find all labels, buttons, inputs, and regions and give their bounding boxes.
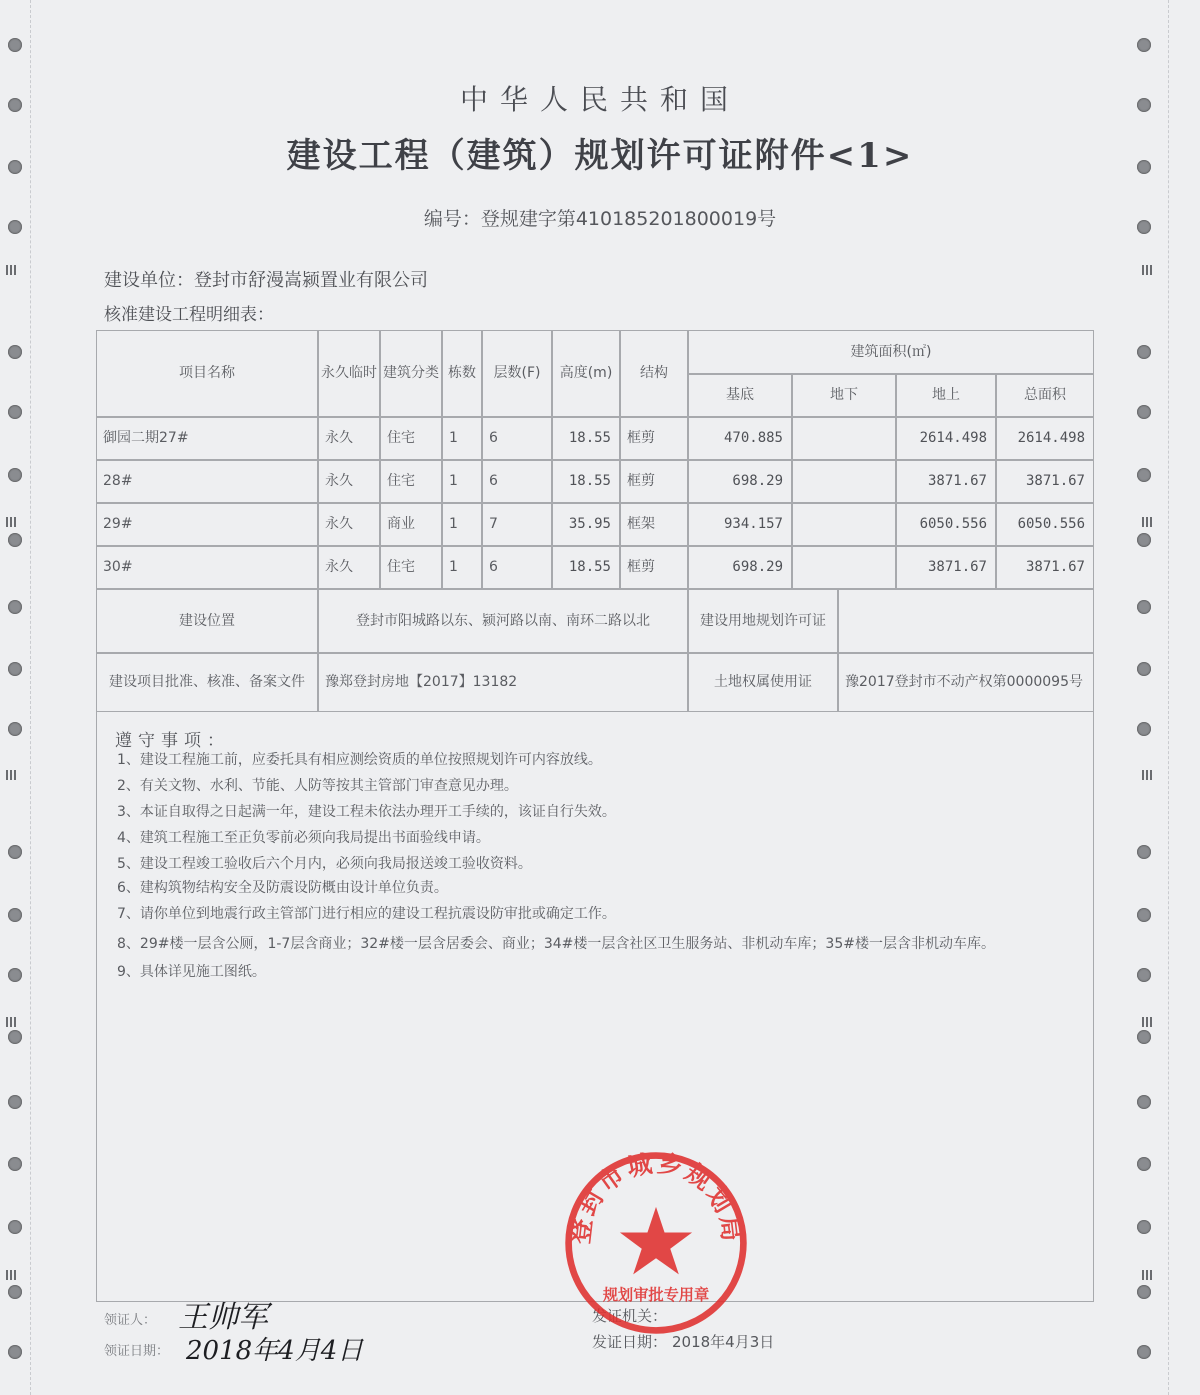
- table-cell-underground: [792, 503, 896, 546]
- left-feed-hole: [8, 722, 22, 736]
- location-label: 建设位置: [96, 589, 318, 653]
- table-cell-above: 6050.556: [896, 503, 996, 546]
- right-feed-hole: [1137, 1095, 1151, 1109]
- header-area-group: 建筑面积(㎡): [688, 330, 1094, 374]
- approval-label: 建设项目批准、核准、备案文件: [96, 653, 318, 712]
- location-value: 登封市阳城路以东、颍河路以南、南环二路以北: [318, 589, 688, 653]
- table-cell-base: 698.29: [688, 546, 792, 589]
- table-cell-floors: 6: [482, 460, 552, 503]
- header-underground: 地下: [792, 374, 896, 417]
- left-feed-hole: [8, 662, 22, 676]
- land-right-label: 土地权属使用证: [688, 653, 838, 712]
- left-feed-hole: [8, 468, 22, 482]
- right-feed-hole: [1137, 345, 1151, 359]
- table-cell-category: 住宅: [380, 417, 442, 460]
- left-feed-hole: [8, 908, 22, 922]
- table-cell-total: 6050.556: [996, 503, 1094, 546]
- left-feed-hole: [8, 1157, 22, 1171]
- right-feed-hole: [1137, 38, 1151, 52]
- left-perforation: [6, 512, 22, 522]
- right-feed-hole: [1137, 662, 1151, 676]
- right-feed-hole: [1137, 968, 1151, 982]
- table-cell-structure: 框剪: [620, 460, 688, 503]
- receive-date-handwritten: 2018年4月4日: [186, 1336, 364, 1366]
- table-cell-above: 3871.67: [896, 546, 996, 589]
- left-feed-hole: [8, 405, 22, 419]
- left-perforation: [6, 1265, 22, 1275]
- right-feed-hole: [1137, 722, 1151, 736]
- land-right-value: 豫2017登封市不动产权第0000095号: [838, 653, 1094, 712]
- header-base: 基底: [688, 374, 792, 417]
- right-feed-hole: [1137, 1030, 1151, 1044]
- header-permanent: 永久临时: [318, 330, 380, 417]
- right-feed-hole: [1137, 600, 1151, 614]
- left-feed-hole: [8, 600, 22, 614]
- table-cell-structure: 框剪: [620, 546, 688, 589]
- note-item: 2、有关文物、水利、节能、人防等按其主管部门审查意见办理。: [117, 778, 518, 794]
- table-cell-category: 住宅: [380, 546, 442, 589]
- table-cell-count: 1: [442, 503, 482, 546]
- left-feed-hole: [8, 1095, 22, 1109]
- seal-arc-text: 登封市城乡规划局: [565, 1148, 747, 1246]
- left-feed-hole: [8, 968, 22, 982]
- left-perforation: [6, 260, 22, 270]
- right-feed-hole: [1137, 1220, 1151, 1234]
- table-label: 核准建设工程明细表：: [104, 305, 274, 325]
- table-cell-category: 商业: [380, 503, 442, 546]
- table-cell-underground: [792, 546, 896, 589]
- header-floors: 层数(F): [482, 330, 552, 417]
- left-feed-hole: [8, 845, 22, 859]
- official-seal: [561, 1148, 751, 1338]
- left-feed-hole: [8, 38, 22, 52]
- note-item: 6、建构筑物结构安全及防震设防概由设计单位负责。: [117, 880, 448, 896]
- seal-star-icon: [620, 1207, 692, 1274]
- table-cell-name: 29#: [96, 503, 318, 546]
- note-item: 7、请你单位到地震行政主管部门进行相应的建设工程抗震设防审批或确定工作。: [117, 906, 616, 922]
- header-structure: 结构: [620, 330, 688, 417]
- header-category: 建筑分类: [380, 330, 442, 417]
- right-feed-hole: [1137, 1157, 1151, 1171]
- table-cell-name: 御园二期27#: [96, 417, 318, 460]
- table-cell-height: 18.55: [552, 460, 620, 503]
- builder-unit: 建设单位：登封市舒漫嵩颍置业有限公司: [104, 270, 428, 291]
- land-permit-label: 建设用地规划许可证: [688, 589, 838, 653]
- table-cell-base: 698.29: [688, 460, 792, 503]
- left-feed-hole: [8, 1030, 22, 1044]
- table-cell-base: 934.157: [688, 503, 792, 546]
- table-cell-underground: [792, 460, 896, 503]
- receive-date-label: 领证日期：: [104, 1344, 170, 1359]
- document-title: 建设工程（建筑）规划许可证附件<1>: [286, 136, 914, 176]
- left-feed-hole: [8, 345, 22, 359]
- header-total: 总面积: [996, 374, 1094, 417]
- issue-date-label: 发证日期：: [592, 1333, 668, 1351]
- receiver-signature: 王帅军: [178, 1300, 268, 1335]
- table-cell-base: 470.885: [688, 417, 792, 460]
- project-detail-table: [96, 330, 1094, 712]
- right-perforation: [1142, 1012, 1158, 1022]
- table-cell-count: 1: [442, 417, 482, 460]
- table-cell-height: 18.55: [552, 417, 620, 460]
- table-cell-permanent: 永久: [318, 503, 380, 546]
- header-project-name: 项目名称: [96, 330, 318, 417]
- right-perforation: [1142, 512, 1158, 522]
- left-perforation: [6, 765, 22, 775]
- note-item: 3、本证自取得之日起满一年，建设工程未依法办理开工手续的，该证自行失效。: [117, 804, 616, 820]
- table-cell-structure: 框剪: [620, 417, 688, 460]
- table-cell-permanent: 永久: [318, 546, 380, 589]
- right-feed-hole: [1137, 845, 1151, 859]
- table-cell-underground: [792, 417, 896, 460]
- right-feed-hole: [1137, 533, 1151, 547]
- note-item: 1、建设工程施工前，应委托具有相应测绘资质的单位按照规划许可内容放线。: [117, 752, 602, 768]
- header-above: 地上: [896, 374, 996, 417]
- note-item: 8、29#楼一层含公厕，1-7层含商业；32#楼一层含居委会、商业；34#楼一层含社区卫生服务站、非机动车库；35#楼一层含非机动车库。: [117, 936, 995, 952]
- table-cell-floors: 7: [482, 503, 552, 546]
- right-perforation: [1142, 1265, 1158, 1275]
- header-count: 栋数: [442, 330, 482, 417]
- note-item: 5、建设工程竣工验收后六个月内，必须向我局报送竣工验收资料。: [117, 856, 532, 872]
- table-cell-name: 28#: [96, 460, 318, 503]
- right-feed-hole: [1137, 468, 1151, 482]
- right-perforation: [1142, 765, 1158, 775]
- issuer-label: 发证机关：: [592, 1307, 668, 1325]
- right-feed-hole: [1137, 1345, 1151, 1359]
- note-item: 4、建筑工程施工至正负零前必须向我局提出书面验线申请。: [117, 830, 490, 846]
- issue-date: 2018年4月3日: [672, 1333, 775, 1351]
- right-feed-hole: [1137, 908, 1151, 922]
- table-cell-above: 2614.498: [896, 417, 996, 460]
- table-cell-height: 35.95: [552, 503, 620, 546]
- land-permit-value: [838, 589, 1094, 653]
- country-title: 中华人民共和国: [459, 83, 740, 116]
- table-cell-name: 30#: [96, 546, 318, 589]
- table-cell-structure: 框架: [620, 503, 688, 546]
- left-perforation: [6, 1012, 22, 1022]
- table-cell-category: 住宅: [380, 460, 442, 503]
- left-feed-hole: [8, 533, 22, 547]
- table-cell-total: 3871.67: [996, 460, 1094, 503]
- approval-value: 豫郑登封房地【2017】13182: [318, 653, 688, 712]
- document-number: 编号：登规建字第410185201800019号: [423, 208, 777, 230]
- left-feed-hole: [8, 1345, 22, 1359]
- table-cell-permanent: 永久: [318, 417, 380, 460]
- table-cell-total: 2614.498: [996, 417, 1094, 460]
- header-height: 高度(m): [552, 330, 620, 417]
- table-cell-total: 3871.67: [996, 546, 1094, 589]
- table-cell-above: 3871.67: [896, 460, 996, 503]
- right-feed-hole: [1137, 1285, 1151, 1299]
- table-cell-floors: 6: [482, 546, 552, 589]
- left-feed-hole: [8, 1285, 22, 1299]
- right-perforation: [1142, 260, 1158, 270]
- note-item: 9、具体详见施工图纸。: [117, 964, 266, 980]
- table-cell-permanent: 永久: [318, 460, 380, 503]
- table-cell-count: 1: [442, 546, 482, 589]
- receiver-label: 领证人：: [104, 1313, 157, 1328]
- right-feed-hole: [1137, 405, 1151, 419]
- seal-bottom-text: 规划审批专用章: [602, 1286, 710, 1304]
- left-feed-hole: [8, 1220, 22, 1234]
- notes-title: 遵守事项：: [115, 731, 230, 751]
- table-cell-floors: 6: [482, 417, 552, 460]
- table-cell-count: 1: [442, 460, 482, 503]
- table-cell-height: 18.55: [552, 546, 620, 589]
